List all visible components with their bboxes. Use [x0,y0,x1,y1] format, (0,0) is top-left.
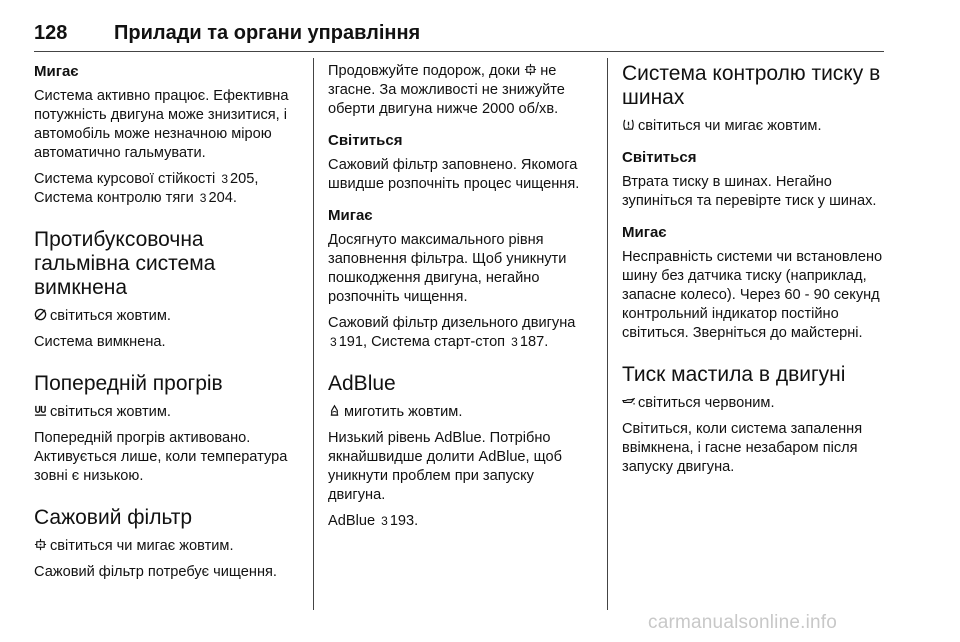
paragraph: світиться чи мигає жовтим. [34,537,296,556]
paragraph-refs: Сажовий фільтр дизельного двигуна 3 191, Система старт-стоп 3 187. [328,315,576,350]
subheading-blinks: Мигає [34,63,79,80]
paragraph: Система вимкнена. [34,334,166,350]
page-number: 128 [34,22,68,44]
paragraph: світиться жовтим. [34,403,296,422]
page-header [34,22,884,52]
paragraph: Продовжуйте подорож, доки не згасне. За можливості не знижуйте оберти двигуна нижче 2000 об/хв. [328,63,565,117]
paragraph: світиться жовтим. [34,307,296,326]
adblue-icon [328,404,341,417]
page-ref-icon[interactable]: 3 [330,335,337,349]
column-divider [313,58,314,610]
paragraph: світиться червоним. [622,394,884,413]
paragraph: Низький рівень AdBlue. Потрібно якнайшвидше долити AdBlue, щоб уникнути проблем при запуску двигуна. [328,430,562,503]
column-divider [607,58,608,610]
paragraph-refs: AdBlue 3 193. [328,513,419,529]
soot-filter-icon [524,63,537,76]
paragraph: Втрата тиску в шинах. Негайно зупиніться та перевірте тиск у шинах. [622,174,877,209]
section-title-soot-filter: Сажовий фільтр [34,506,193,529]
subheading-lit: Світиться [622,149,697,166]
soot-filter-icon [34,538,47,551]
page-ref-icon[interactable]: 3 [199,191,207,205]
tire-pressure-icon [622,118,635,131]
section-title-oil-pressure: Тиск мастила в двигуні [622,363,846,386]
watermark: carmanualsonline.info [648,612,838,633]
column-1 [34,62,296,582]
header-rule [34,51,884,52]
paragraph: Досягнуто максимального рівня заповнення фільтра. Щоб уникнути пошкодження двигуна, негайно розпочніть чищення. [328,232,567,305]
column-3 [622,62,884,477]
paragraph: Несправність системи чи встановлено шину без датчика тиску (наприклад, запасне колесо). Через 60 - 90 секунд контрольний індикатор постійно світиться. Зверніться до майстерні. [622,249,883,341]
paragraph: Сажовий фільтр потребує чищення. [34,564,277,580]
oil-can-icon [622,395,635,408]
paragraph: Світиться, коли система запалення ввімкнена, і гасне незабаром після запуску двигуна. [622,421,863,475]
traction-off-icon [34,308,47,321]
page-title: Прилади та органи управління [114,22,421,44]
column-2 [328,62,590,531]
paragraph: Сажовий фільтр заповнено. Якомога швидше розпочніть процес чищення. [328,157,580,192]
paragraph: світиться чи мигає жовтим. [622,117,884,136]
section-title-tire-pressure: Система контролю тиску в шинах [622,62,881,109]
page-ref-icon[interactable]: 3 [221,172,229,186]
page-ref-icon[interactable]: 3 [381,514,388,528]
paragraph: Попередній прогрів активовано. Активується лише, коли температура зовні є низькою. [34,430,288,484]
subheading-blinks: Мигає [622,224,667,241]
paragraph: Система активно працює. Ефективна потужність двигуна може знизитися, і автомобіль може незначною мірою автоматично гальмувати. [34,88,289,161]
page-ref-icon[interactable]: 3 [511,335,518,349]
paragraph: миготить жовтим. [328,403,590,422]
section-title-preheat: Попередній прогрів [34,372,223,395]
subheading-blinks: Мигає [328,207,373,224]
subheading-lit: Світиться [328,132,403,149]
section-title-brake-traction-off: Протибуксовочна гальмівна система вимкнена [34,228,216,299]
glow-plug-icon [34,404,47,417]
section-title-adblue: AdBlue [328,372,396,395]
paragraph-refs: Система курсової стійкості 3 205, Система контролю тяги 3 204. [34,171,259,206]
